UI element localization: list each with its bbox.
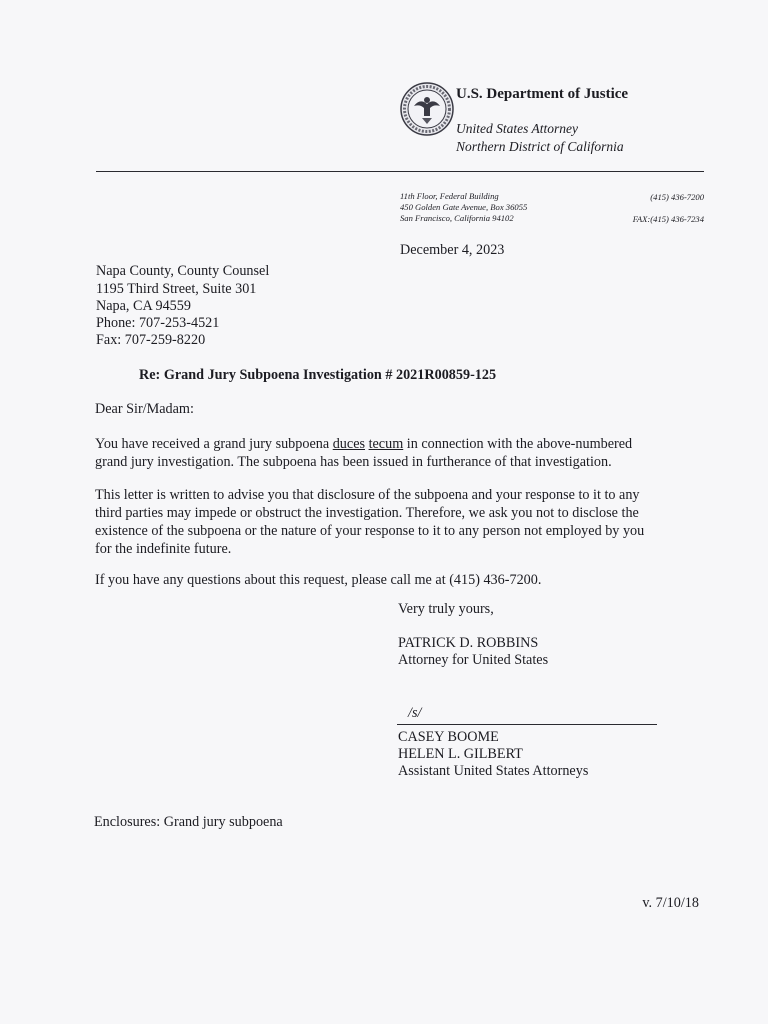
signer-name: PATRICK D. ROBBINS (398, 635, 539, 651)
paragraph-1-start: You have received a grand jury subpoena (95, 436, 333, 452)
assistant-name: HELEN L. GILBERT (398, 746, 523, 762)
signature-line (397, 724, 657, 725)
underlined-term: tecum (368, 436, 404, 452)
enclosures: Enclosures: Grand jury subpoena (94, 814, 283, 830)
office-line-2: Northern District of California (456, 139, 624, 154)
letterhead-divider (96, 171, 704, 172)
closing: Very truly yours, (398, 601, 494, 617)
signature-mark: /s/ (408, 705, 422, 721)
recipient-line: Phone: 707-253-4521 (96, 315, 220, 331)
letter-date: December 4, 2023 (400, 242, 505, 258)
form-version: v. 7/10/18 (642, 895, 699, 911)
subject-line: Re: Grand Jury Subpoena Investigation # 2021R00859-125 (139, 367, 497, 383)
office-line-1: United States Attorney (456, 121, 578, 136)
office-phone: (415) 436-7200 (650, 192, 704, 202)
doj-seal-icon (400, 82, 454, 136)
salutation: Dear Sir/Madam: (95, 401, 194, 417)
underlined-term: duces (332, 436, 366, 452)
recipient-line: Napa County, County Counsel (96, 263, 270, 279)
paragraph-1-end: in connection with the above-numbered grand jury investigation. The subpoena has been issued in furtherance of that investigation. (95, 436, 633, 470)
address-line-2: 450 Golden Gate Avenue, Box 36055 (400, 202, 528, 212)
recipient-line: 1195 Third Street, Suite 301 (96, 281, 257, 297)
recipient-line: Fax: 707-259-8220 (96, 332, 206, 348)
paragraph-2: This letter is written to advise you that disclosure of the subpoena and your response to it to any third parties may impede or obstruct the investigation. Therefore, we ask you not to disclose the existence of the subpoena or the nature of your response to it to any person not employed by you for the indefinite future. (95, 487, 645, 557)
paragraph-1 (95, 435, 655, 471)
assistant-name: CASEY BOOME (398, 729, 499, 745)
assistants-title: Assistant United States Attorneys (398, 763, 589, 779)
department-name: U.S. Department of Justice (456, 86, 629, 102)
address-line-1: 11th Floor, Federal Building (400, 191, 499, 201)
signer-title: Attorney for United States (398, 652, 549, 668)
office-fax: FAX:(415) 436-7234 (632, 214, 704, 224)
paragraph-3: If you have any questions about this request, please call me at (415) 436-7200. (95, 572, 542, 588)
recipient-line: Napa, CA 94559 (96, 298, 191, 314)
address-line-3: San Francisco, California 94102 (400, 213, 514, 223)
